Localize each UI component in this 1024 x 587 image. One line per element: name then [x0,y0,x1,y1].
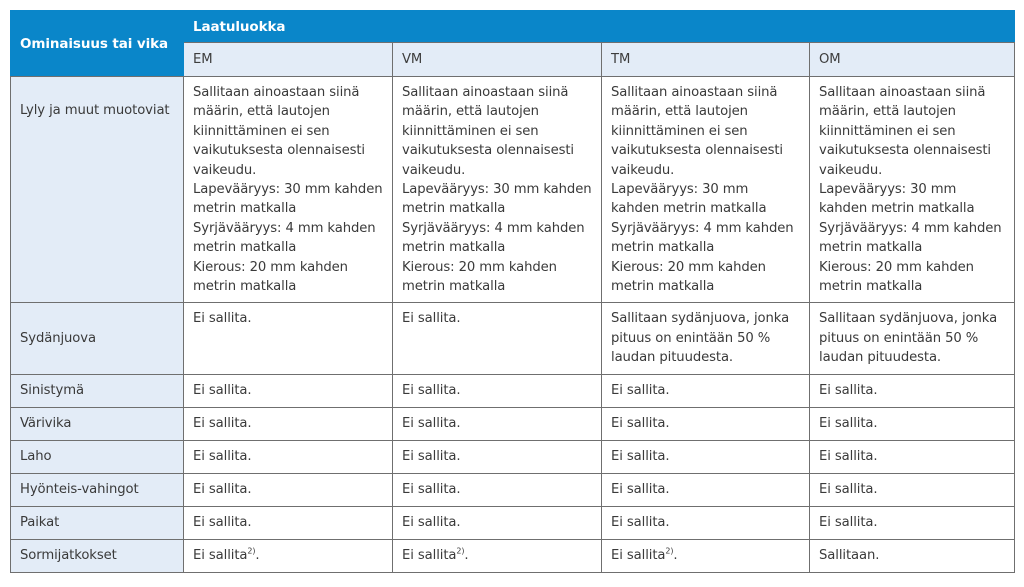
footnote-marker: 2) [665,546,674,556]
row-label: Sormijatkokset [11,539,184,572]
grade-header-em: EM [184,43,393,77]
quality-class-header: Laatuluokka [184,11,1015,43]
cell-text: Sallitaan. [819,547,880,563]
cell-text: Ei sallita [193,547,248,563]
table-row [11,77,1015,303]
cell-text: Sallitaan ainoastaan siinä määrin, että lautojen kiinnittäminen ei sen vaikutuksesta olennaisesti vaikeudu. [819,85,991,178]
footnote-marker: 2) [456,546,465,556]
table-cell: Ei sallita. [602,440,810,473]
cell-text: Lapevääryys: 30 mm kahden metrin matkalla [819,182,975,217]
cell-text: Kierous: 20 mm kahden metrin matkalla [402,259,557,295]
table-cell [184,77,393,303]
table-cell [393,77,602,303]
cell-text: Sallitaan ainoastaan siinä määrin, että lautojen kiinnittäminen ei sen vaikutuksesta olennaisesti vaikeudu. [402,85,574,178]
table-cell: Ei sallita. [602,473,810,506]
table-cell: Ei sallita. [393,440,602,473]
table-cell: Ei sallita. [184,473,393,506]
row-label: Värivika [11,407,184,440]
table-cell: Ei sallita. [810,407,1015,440]
table-cell: Sallitaan sydänjuova, jonka pituus on enintään 50 % laudan pituudesta. [602,303,810,374]
table-cell [810,539,1015,572]
grade-header-om: OM [810,43,1015,77]
grade-header-tm: TM [602,43,810,77]
row-label: Hyönteis-vahingot [11,473,184,506]
row-label: Sydänjuova [11,303,184,374]
table-cell: Ei sallita. [810,440,1015,473]
cell-text: Syrjävääryys: 4 mm kahden metrin matkalla [819,220,1002,256]
cell-suffix: . [673,547,678,563]
table-row [11,303,1015,374]
cell-text: Ei sallita [611,547,666,563]
table-cell: Ei sallita. [602,374,810,407]
table-cell: Ei sallita. [393,303,602,374]
table-cell: Ei sallita. [184,506,393,539]
table-row [11,407,1015,440]
cell-text: Ei sallita [402,547,457,563]
table-row [11,539,1015,572]
table-cell: Ei sallita. [810,473,1015,506]
cell-text: Sallitaan ainoastaan siinä määrin, että lautojen kiinnittäminen ei sen vaikutuksesta olennaisesti vaikeudu. [193,85,365,178]
table-cell: Ei sallita. [393,473,602,506]
footnote-marker: 2) [247,546,256,556]
cell-text: Syrjävääryys: 4 mm kahden metrin matkalla [402,220,585,256]
table-cell: Ei sallita. [393,407,602,440]
cell-text: Lapevääryys: 30 mm kahden metrin matkalla [402,182,592,217]
table-cell: Ei sallita. [810,374,1015,407]
table-cell [810,77,1015,303]
table-cell [602,539,810,572]
table-cell: Ei sallita. [184,303,393,374]
table-cell [393,539,602,572]
table-cell: Sallitaan sydänjuova, jonka pituus on enintään 50 % laudan pituudesta. [810,303,1015,374]
table-row [11,506,1015,539]
table-row [11,440,1015,473]
quality-grade-table [10,10,1015,573]
table-cell: Ei sallita. [184,374,393,407]
cell-suffix: . [255,547,260,563]
cell-text: Syrjävääryys: 4 mm kahden metrin matkalla [611,220,794,256]
row-label: Sinistymä [11,374,184,407]
table-cell [602,77,810,303]
table-cell: Ei sallita. [184,440,393,473]
cell-text: Sallitaan ainoastaan siinä määrin, että lautojen kiinnittäminen ei sen vaikutuksesta olennaisesti vaikeudu. [611,85,783,178]
cell-text: Lapevääryys: 30 mm kahden metrin matkalla [611,182,767,217]
row-label: Lyly ja muut muotoviat [11,77,184,303]
property-column-header: Ominaisuus tai vika [11,11,184,77]
table-cell: Ei sallita. [602,506,810,539]
table-row [11,374,1015,407]
table-cell: Ei sallita. [393,506,602,539]
row-label: Paikat [11,506,184,539]
table-cell: Ei sallita. [184,407,393,440]
cell-text: Kierous: 20 mm kahden metrin matkalla [819,259,974,295]
grade-header-vm: VM [393,43,602,77]
table-row [11,473,1015,506]
table-cell: Ei sallita. [602,407,810,440]
cell-text: Syrjävääryys: 4 mm kahden metrin matkalla [193,220,376,256]
cell-text: Kierous: 20 mm kahden metrin matkalla [193,259,348,295]
cell-suffix: . [464,547,469,563]
table-cell: Ei sallita. [393,374,602,407]
table-cell: Ei sallita. [810,506,1015,539]
cell-text: Lapevääryys: 30 mm kahden metrin matkalla [193,182,383,217]
cell-text: Kierous: 20 mm kahden metrin matkalla [611,259,766,295]
row-label: Laho [11,440,184,473]
table-cell [184,539,393,572]
